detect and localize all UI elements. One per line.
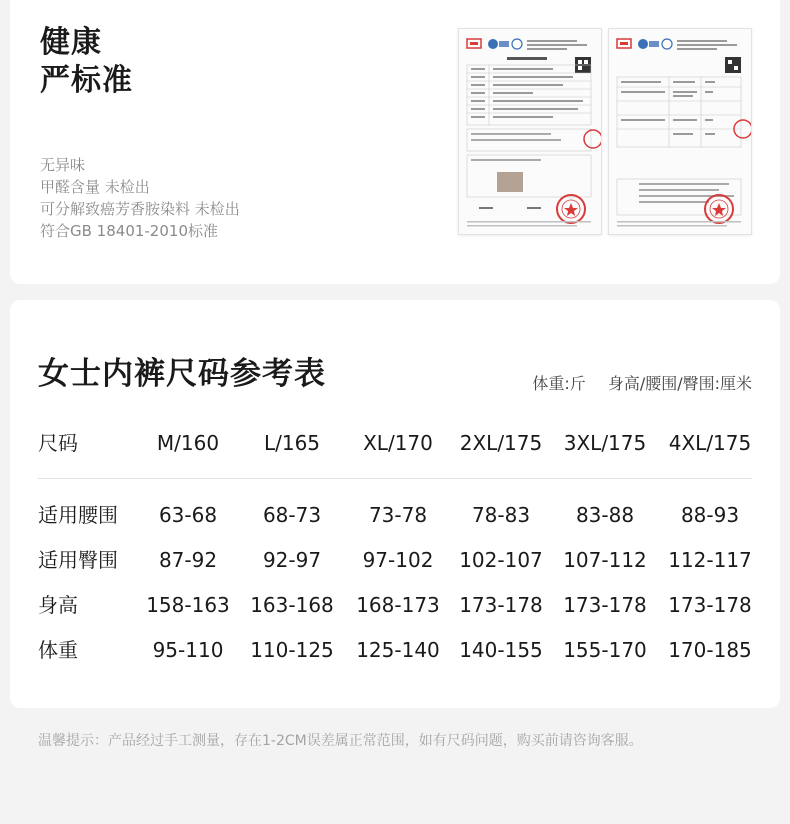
size-cell: 3XL/175: [563, 431, 647, 455]
table-cell: 125-140: [356, 638, 440, 662]
table-cell: 140-155: [459, 638, 543, 662]
table-cell: 173-178: [459, 593, 543, 617]
table-cell: 88-93: [680, 503, 740, 527]
size-chart-title: 女士内裤尺码参考表: [38, 356, 326, 392]
table-cell: 78-83: [471, 503, 531, 527]
table-cell: 102-107: [459, 548, 543, 572]
row-label: 适用臀围: [38, 548, 118, 572]
table-cell: 110-125: [250, 638, 334, 662]
table-cell: 155-170: [563, 638, 647, 662]
size-chart-card: [10, 300, 780, 708]
table-cell: 92-97: [262, 548, 322, 572]
size-cell: M/160: [156, 431, 220, 455]
health-card: [10, 0, 780, 284]
table-cell: 112-117: [668, 548, 752, 572]
unit-body: 身高/腰围/臀围:厘米: [607, 374, 752, 393]
table-row: [38, 500, 752, 530]
table-cell: 163-168: [250, 593, 334, 617]
size-header-row: [38, 428, 752, 458]
table-cell: 63-68: [158, 503, 218, 527]
claim-item: 符合GB 18401-2010标准: [40, 222, 218, 240]
table-cell: 173-178: [563, 593, 647, 617]
table-cell: 107-112: [563, 548, 647, 572]
table-cell: 170-185: [668, 638, 752, 662]
table-cell: 173-178: [668, 593, 752, 617]
table-row: [38, 590, 752, 620]
table-cell: 158-163: [146, 593, 230, 617]
size-header-label: 尺码: [38, 431, 78, 455]
qr-code-icon: [725, 57, 741, 73]
table-cell: 97-102: [362, 548, 434, 572]
unit-note: [532, 371, 752, 394]
table-cell: 73-78: [368, 503, 428, 527]
headline-line-1: 健康: [40, 25, 102, 60]
fabric-swatch-icon: [497, 172, 523, 192]
row-label: 体重: [38, 638, 78, 662]
row-label: 适用腰围: [38, 503, 118, 527]
size-cell: L/165: [263, 431, 321, 455]
size-cell: 4XL/175: [668, 431, 752, 455]
table-cell: 83-88: [575, 503, 635, 527]
test-report-image-1: [458, 28, 602, 235]
table-divider: [38, 478, 752, 479]
table-cell: 95-110: [152, 638, 224, 662]
table-cell: 68-73: [262, 503, 322, 527]
size-cell: XL/170: [363, 431, 433, 455]
test-report-image-2: [608, 28, 752, 235]
headline-line-2: 严标准: [40, 63, 133, 98]
table-row: [38, 635, 752, 665]
row-label: 身高: [38, 593, 78, 617]
claim-item: 无异味: [40, 156, 86, 174]
unit-weight: 体重:斤: [532, 374, 586, 393]
claim-item: 甲醛含量 未检出: [40, 178, 150, 196]
table-row: [38, 545, 752, 575]
claim-item: 可分解致癌芳香胺染料 未检出: [40, 200, 240, 218]
table-cell: 168-173: [356, 593, 440, 617]
health-headline: [40, 24, 133, 100]
table-cell: 87-92: [158, 548, 218, 572]
size-cell: 2XL/175: [459, 431, 543, 455]
health-claims: [40, 154, 240, 242]
measurement-tip: 温馨提示：产品经过手工测量，存在1-2CM误差属正常范围，如有尺码问题，购买前请咨询客服。: [38, 733, 643, 749]
